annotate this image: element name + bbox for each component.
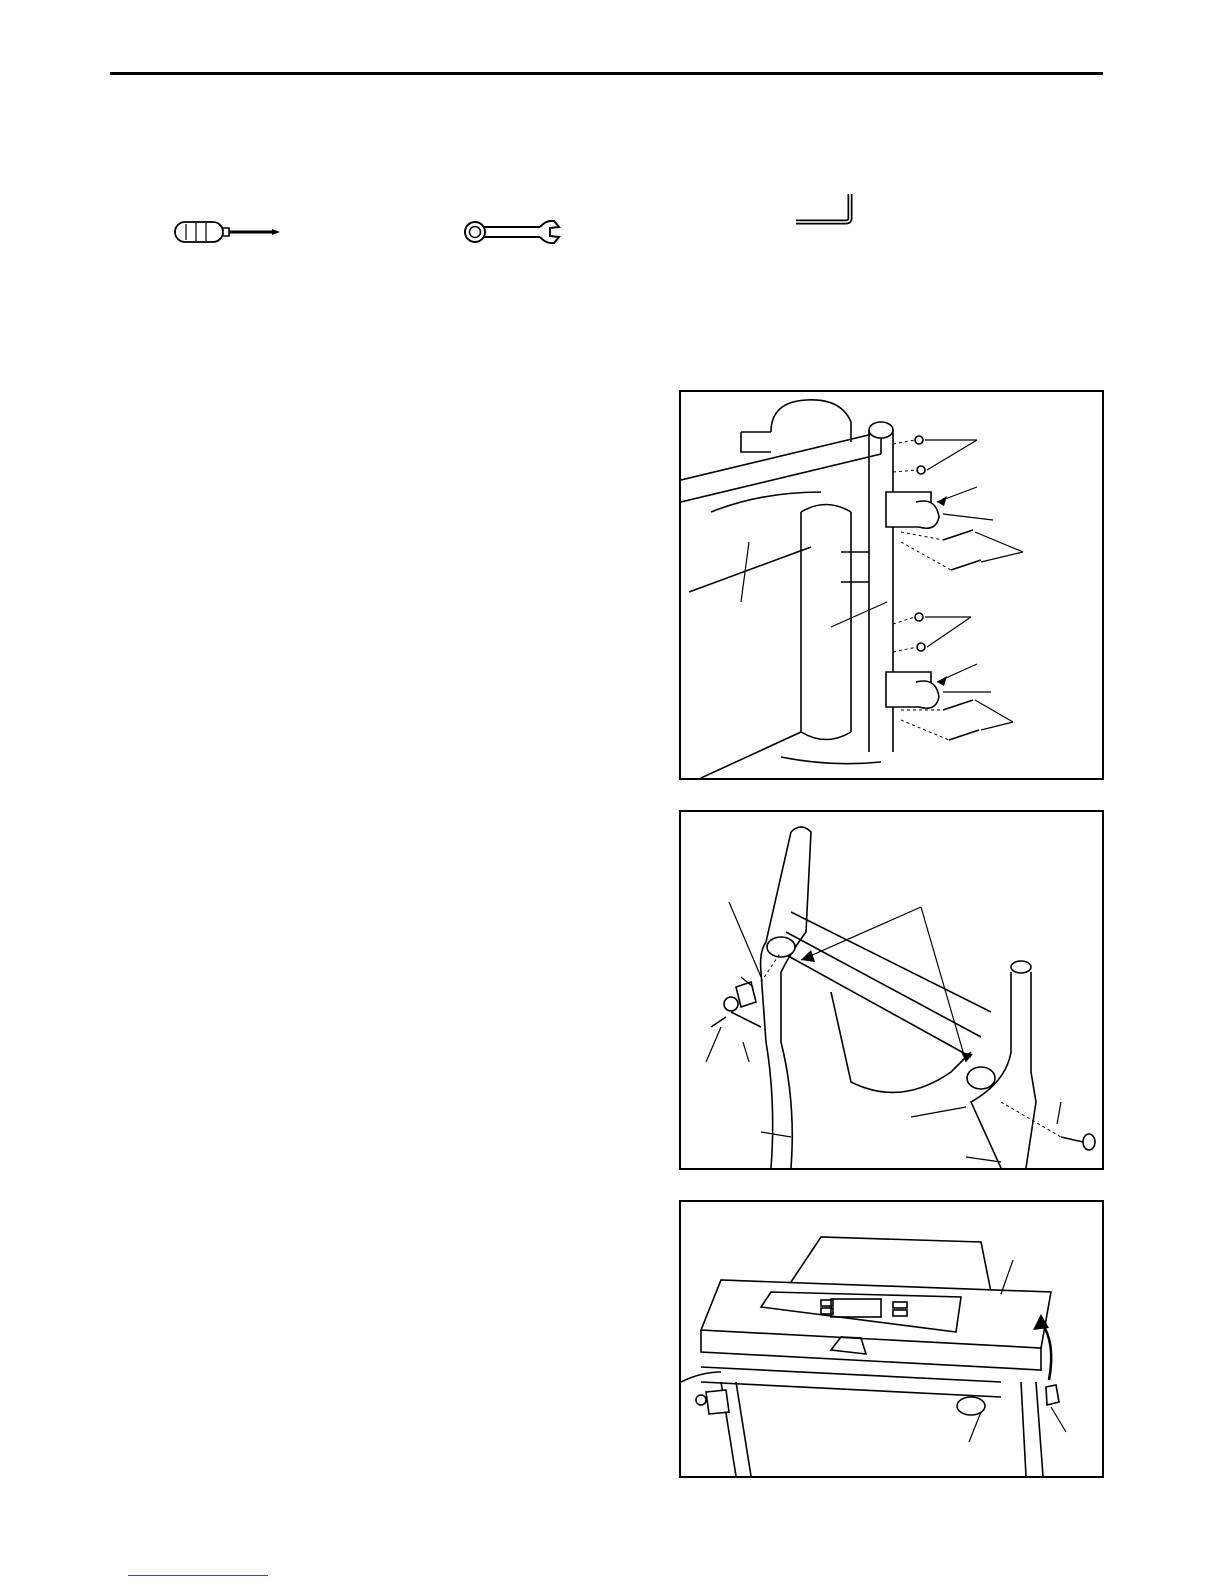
footer-link-underline	[128, 1575, 268, 1576]
wrench-icon	[462, 216, 566, 248]
figure-1	[679, 390, 1104, 780]
top-rule	[110, 72, 1103, 75]
figure-2-drawing	[681, 812, 1102, 1168]
figure-2	[679, 810, 1104, 1170]
figure-3-drawing	[681, 1202, 1102, 1476]
screwdriver-icon	[172, 218, 284, 246]
figure-3	[679, 1200, 1104, 1478]
hex-key-icon	[794, 192, 858, 232]
figure-1-drawing	[681, 392, 1102, 778]
